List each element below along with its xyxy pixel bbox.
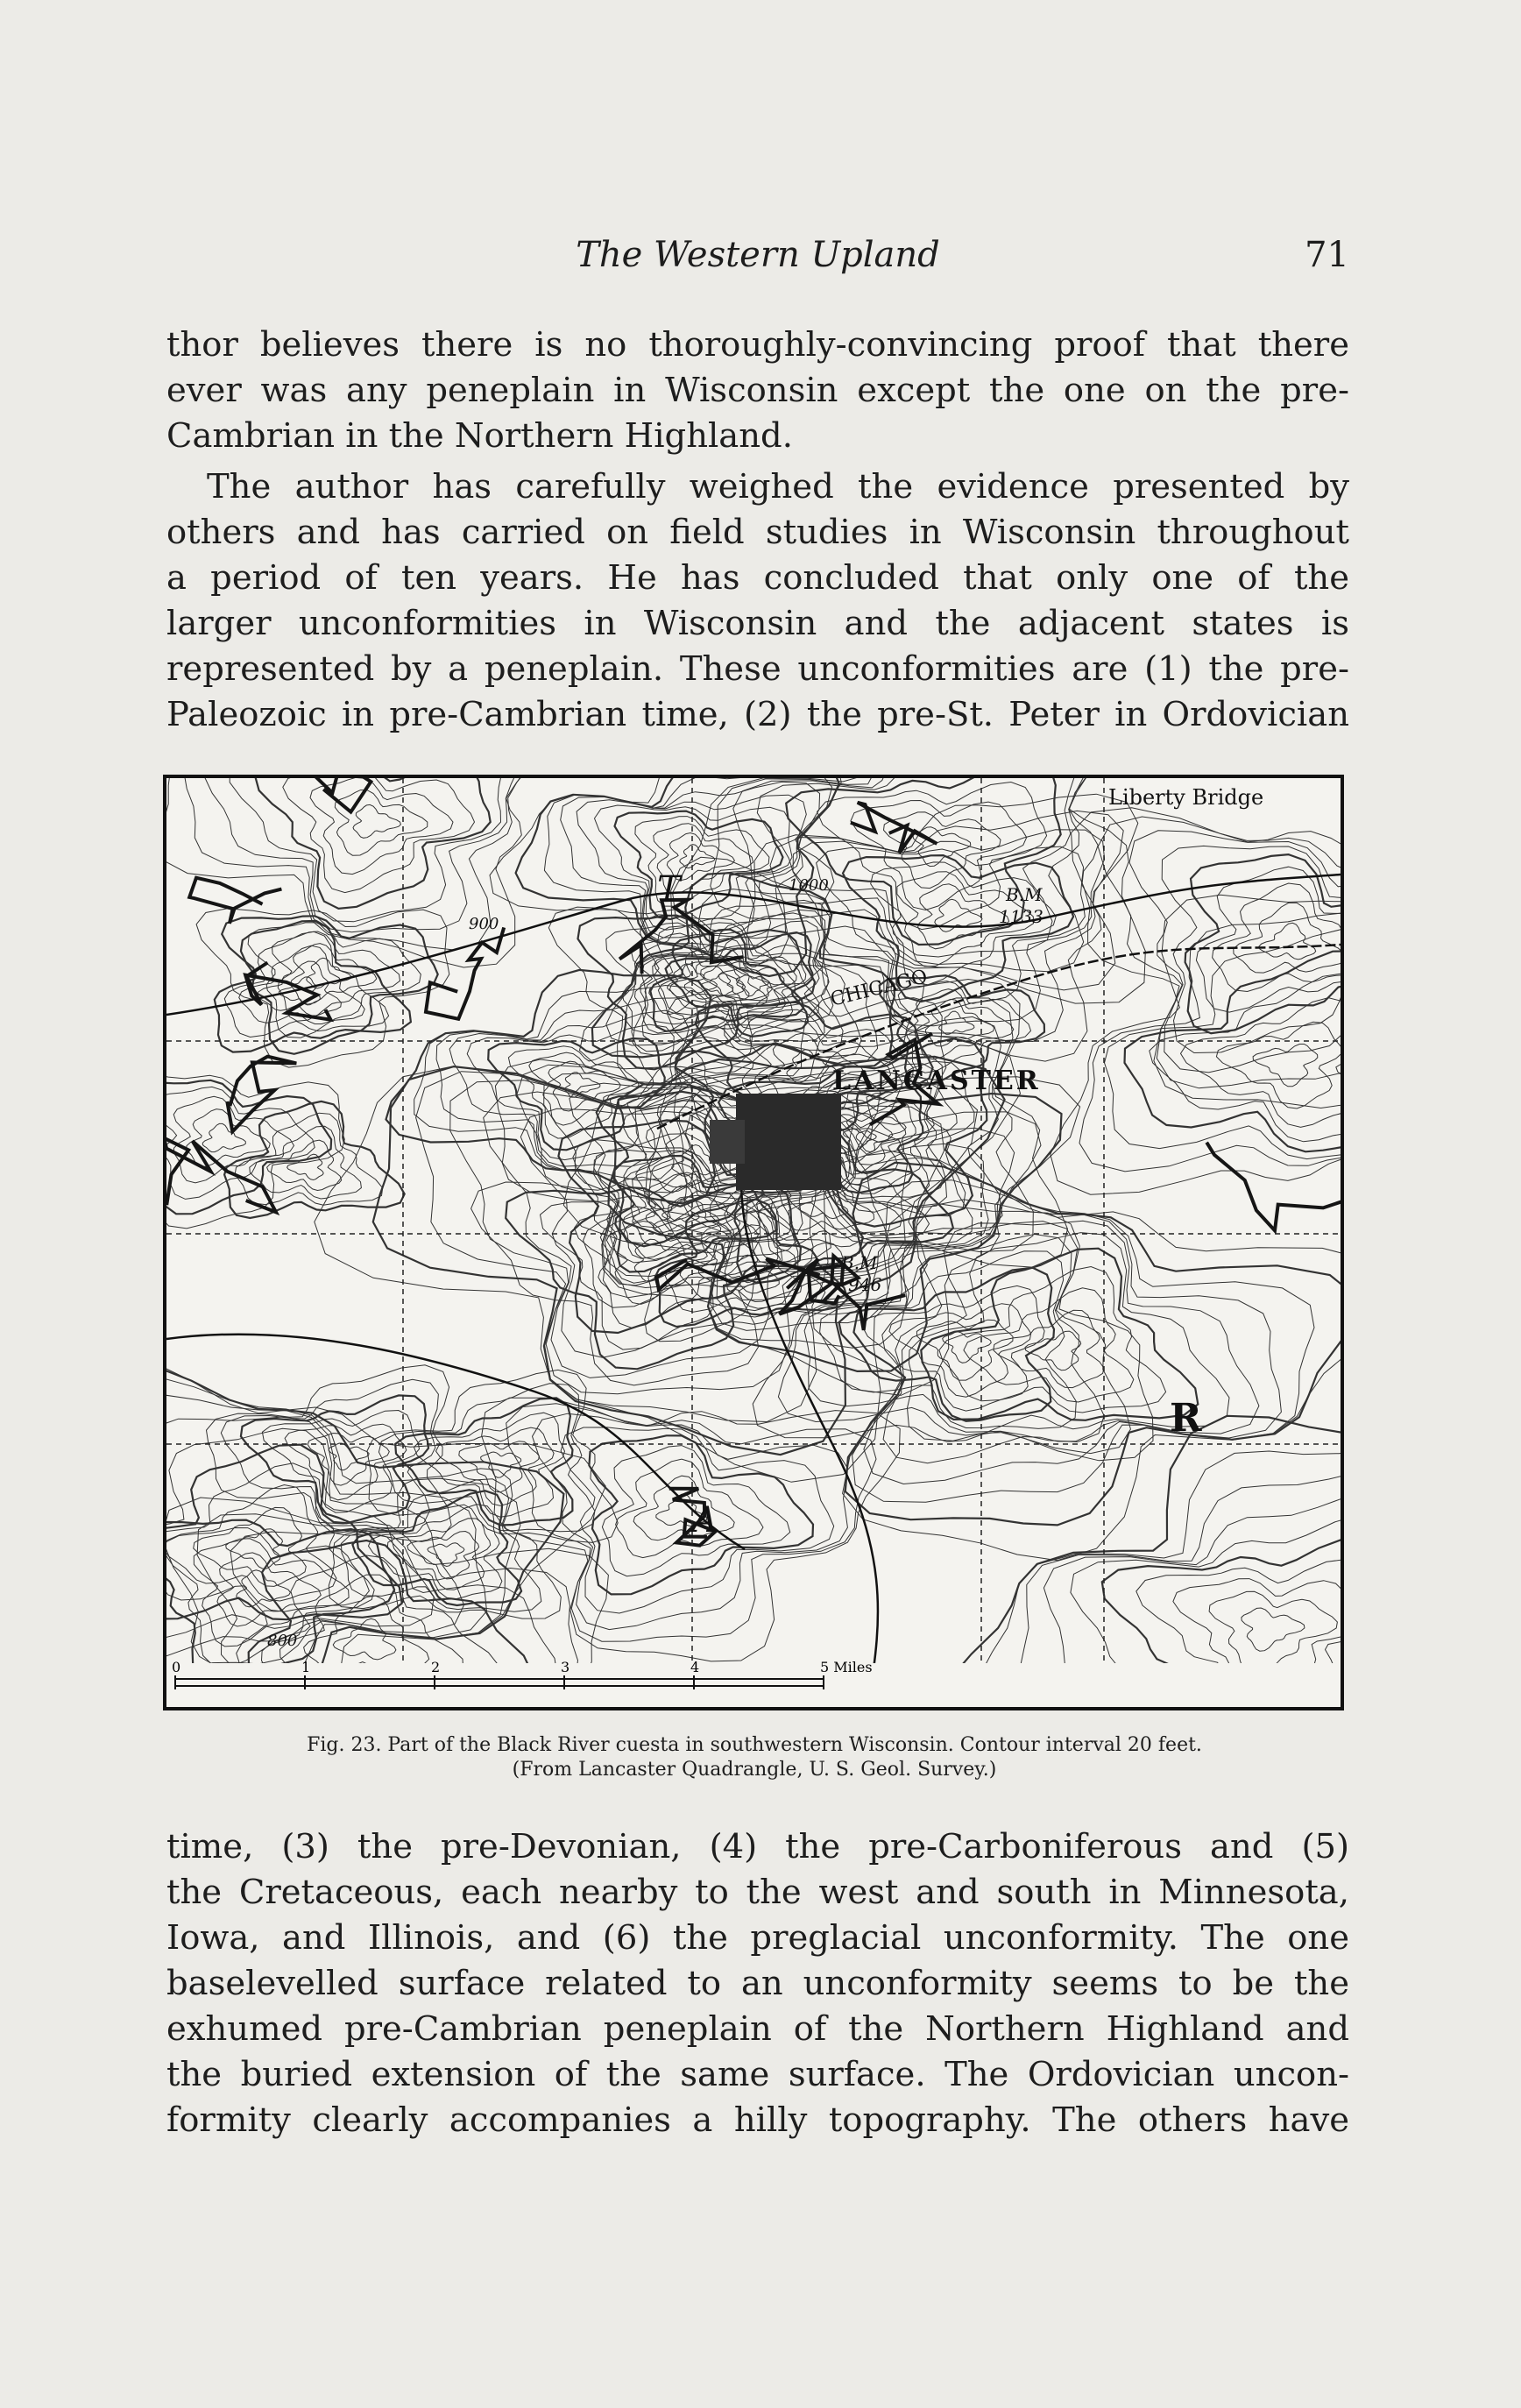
map-label-bench-mark-value: 946 [848,1274,882,1295]
text-line: ever was any peneplain in Wisconsin except the one on the pre- [166,371,1349,410]
contour-line [1259,923,1316,960]
contour-line [230,778,502,922]
contour-line [1216,1022,1341,1108]
contour-line [913,827,971,867]
text-line: Cambrian in the Northern Highland. [166,416,793,456]
scale-tick-label: 2 [431,1659,441,1675]
scale-tick-label: 4 [690,1659,700,1675]
figure-caption [163,1733,1346,1782]
contour-line [1242,1608,1305,1651]
map-label-letter: R [1170,1396,1202,1441]
text-line: the Cretaceous, each nearby to the west and south in Minnesota, [166,1873,1349,1912]
contour-line [255,778,490,909]
stream-line [189,878,281,924]
contour-line [222,916,438,1054]
caption-line: Fig. 23. Part of the Black River cuesta in southwestern Wisconsin. Contour interval 20 feet. [307,1734,1202,1756]
text-line: time, (3) the pre-Devonian, (4) the pre-Carboniferous and (5) [166,1827,1349,1866]
contour-line [615,811,783,919]
map-label-letter: A [692,1500,718,1540]
text-line: The author has carefully weighed the evidence presented by [207,467,1349,506]
map-label-corner-place: Liberty Bridge [1108,785,1264,810]
contour-line [166,1375,520,1703]
map-label-bench-mark: B.M [841,1252,878,1273]
map-label-contour: 800 [267,1632,298,1650]
map-label-contour: 1000 [789,876,829,895]
paragraph-3 [166,1824,1349,2143]
contour-line [1196,867,1341,1012]
contour-line [194,1539,349,1647]
contour-line [262,1411,419,1513]
text-line: Iowa, and Illinois, and (6) the preglacial unconformity. The one [166,1918,1349,1958]
text-line: others and has carried on field studies in Wisconsin throughout [166,513,1349,552]
contour-line [166,1520,394,1687]
text-line: the buried extension of the same surface. The Ordovician uncon- [166,2055,1349,2094]
running-head: The Western Upland [576,235,940,275]
scale-tick-label: 3 [561,1659,570,1675]
contour-line [204,778,522,932]
contour-line [202,1123,245,1151]
scale-tick-label: 5 Miles [820,1659,873,1675]
contour-line [173,1096,294,1183]
text-line: a period of ten years. He has concluded that only one of the [166,558,1349,598]
contour-line [1098,817,1341,1088]
scale-bar [166,1663,1341,1707]
contour-line [1150,974,1341,1142]
contour-lines [166,778,1341,1707]
map-label-railroad: CHICAGO [828,966,930,1011]
map-label-letter: T [657,869,681,910]
map-label-bench-mark-value: 1133 [999,906,1043,927]
contour-line [407,1532,479,1579]
text-line: exhumed pre-Cambrian peneplain of the Northern Highland and [166,2009,1349,2049]
map-label-bench-mark: B.M [1006,884,1043,905]
contour-line [166,1463,369,1612]
contour-line [283,778,475,893]
page-header [166,235,1349,287]
caption-line: (From Lancaster Quadrangle, U. S. Geol. Survey.) [512,1759,997,1781]
contour-line [285,1424,407,1500]
contour-line [1079,912,1341,1174]
scale-tick-label: 0 [172,1659,181,1675]
text-line: larger unconformities in Wisconsin and the adjacent states is [166,604,1349,643]
page-number: 71 [1305,235,1349,275]
contour-line [353,804,400,838]
contour-line [1105,930,1341,1163]
contour-line [194,1507,307,1586]
paragraph-2 [166,464,1349,738]
contour-line [680,845,715,868]
text-line: represented by a peneplain. These unconformities are (1) the pre- [166,649,1349,689]
paragraph-1 [166,322,1349,459]
contour-line [943,1332,992,1363]
text-line: formity clearly accompanies a hilly topography. The others have [166,2100,1349,2140]
text-line: thor believes there is no thoroughly-convincing proof that there [166,325,1349,365]
map-label-contour: 900 [469,915,499,933]
contour-line [862,1285,1044,1411]
scale-tick-label: 1 [301,1659,311,1675]
text-line: baselevelled surface related to an unconformity seems to be the [166,1964,1349,2003]
contour-line [646,980,1068,1268]
contour-line [166,1485,336,1602]
contour-map [166,778,1341,1707]
topographic-map-figure [163,775,1344,1710]
contour-line [239,945,365,1023]
text-line: Paleozoic in pre-Cambrian time, (2) the pre-St. Peter in Ordovician [166,695,1349,734]
contour-line [428,1543,464,1567]
stream-line [1206,1143,1341,1231]
map-label-town: LANCASTER [832,1066,1041,1096]
